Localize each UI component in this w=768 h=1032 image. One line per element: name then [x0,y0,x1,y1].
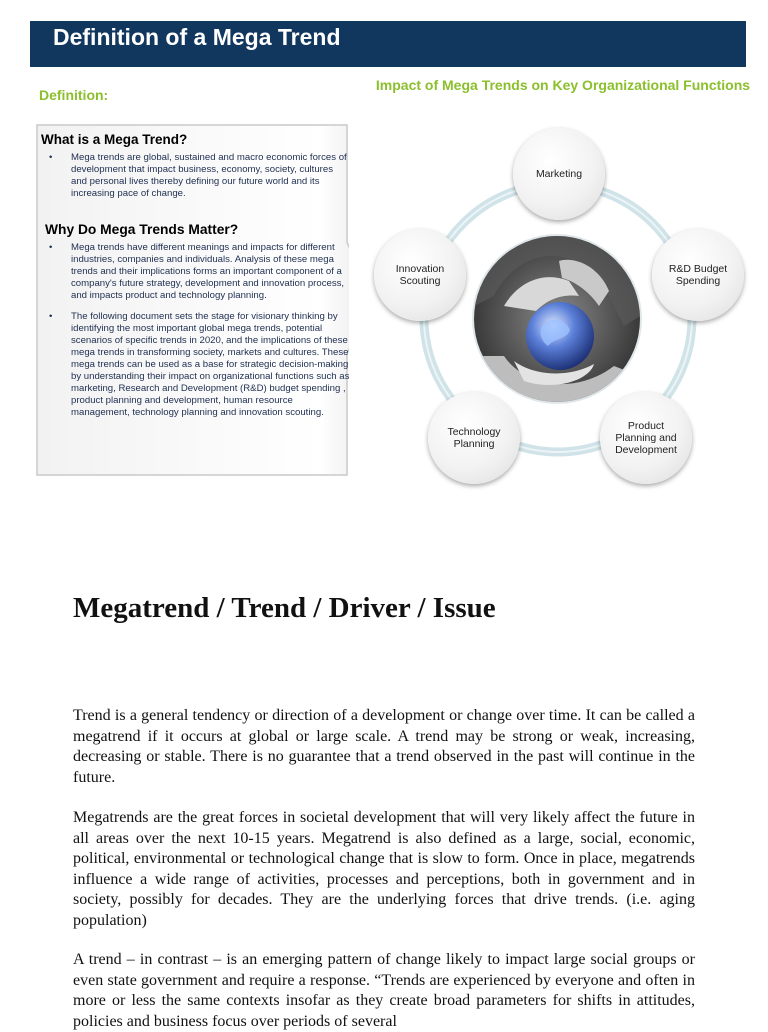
article-paragraph-2: Megatrends are the great forces in societal development that will very likely affect the future in all areas over the next 10-15 years. Megatrend is also defined as a large, social, economic, political, environmental or technological change that is slow to form. Once in place, megatrends influence a wide range of activities, processes and perceptions, both in government and in society, possibly for decades. They are the underlying forces that drive trends. (i.e. aging population) [73,809,695,929]
definition-callout [36,124,349,476]
definition-label: Definition: [39,87,109,103]
article-paragraph-1: Trend is a general tendency or direction of a development or change over time. It can be called a megatrend if it occurs at global or large scale. A trend may be strong or weak, increasing, decreasing or stable. There is no guarantee that a trend observed in the past will continue in the future. [73,707,695,786]
what-is-bullet: • Mega trends are global, sustained and macro economic forces of development that impact business, economy, society, cultures and personal lives thereby defining our future world and its increasing pace of change. [41,152,351,200]
node-technology-planning: Technology Planning [428,392,520,484]
what-is-heading: What is a Mega Trend? [41,132,188,147]
why-matter-heading: Why Do Mega Trends Matter? [45,222,239,237]
article-heading: Megatrend / Trend / Driver / Issue [73,592,496,624]
mega-trend-cycle-diagram [366,128,756,490]
title-banner [30,21,746,67]
diagram-title: Impact of Mega Trends on Key Organizational Functions [375,77,751,93]
node-innovation-scouting: Innovation Scouting [374,229,466,321]
node-marketing: Marketing [513,128,605,220]
why-matter-list [41,242,351,419]
article-paragraph-3: A trend – in contrast – is an emerging pattern of change likely to impact large social groups or even state government and require a response. “Trends are experienced by everyone and often in more or less the same contexts insofar as they create broad parameters for shifts in attitudes, policies and business focus over periods of several [73,951,695,1030]
globe-in-hands-image [474,236,640,402]
page-title: Definition of a Mega Trend [53,24,341,50]
node-product-planning: Product Planning and Development [600,392,692,484]
why-matter-bullet-1: • Mega trends have different meanings and impacts for different industries, companies and individuals. Analysis of these mega trends and their implications forms an important component of a company's future strategy, development and innovation process, and impacts product and technology planning. [41,242,351,302]
node-rd-budget-spending: R&D Budget Spending [652,229,744,321]
what-is-list [41,152,351,200]
why-matter-bullet-2: • The following document sets the stage for visionary thinking by identifying the most important global mega trends, potential scenarios of specific trends in 2020, and the implications of these mega trends in transforming society, markets and cultures. These mega trends can be used as a base for strategic decision-making by understanding their impact on organizational functions such as marketing, Research and Development (R&D) budget spending , product planning and development, human resource management, technology planning and innovation scouting. [41,311,351,419]
